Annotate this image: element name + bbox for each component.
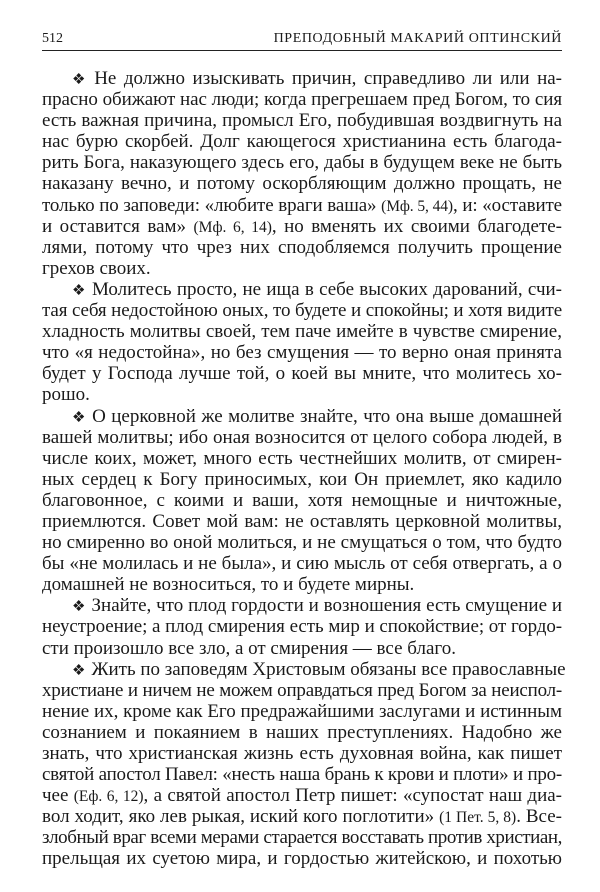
ornament-bullet-icon: ❖ xyxy=(72,72,89,88)
text-segment: , и: «оставите xyxy=(452,194,562,216)
text-segment: святой апостол Павел: «несть наша брань к крови и плоти» и про- xyxy=(42,764,562,786)
scripture-citation: (1 Пет. 5, 8) xyxy=(439,809,517,827)
text-segment: христиане и ничем не можем оправдаться пред Богом за неиспол- xyxy=(42,679,562,701)
text-line xyxy=(42,785,562,806)
text-segment: чее xyxy=(42,785,74,807)
text-segment: будет у Господа лучше той, о коей вы мните, что молитесь хо- xyxy=(42,363,562,385)
text-segment: , а святой апостол Петр пишет: «супостат наш диа- xyxy=(143,785,562,807)
text-line xyxy=(42,574,562,595)
running-header xyxy=(42,28,562,51)
text-line xyxy=(42,469,562,490)
text-line xyxy=(42,722,562,743)
text-line xyxy=(42,490,562,511)
text-line xyxy=(42,806,562,827)
text-line xyxy=(42,195,562,216)
text-segment: только по заповеди: «любите враги ваша» xyxy=(42,194,382,216)
text-line xyxy=(42,152,562,173)
paragraph xyxy=(42,406,562,596)
paragraph xyxy=(42,279,562,406)
text-segment: , но вменять их своими благодете- xyxy=(271,215,562,237)
text-line xyxy=(42,595,562,616)
text-line xyxy=(42,279,562,300)
text-segment: злобный враг всеми мерами старается восставать против христиан, xyxy=(42,827,562,849)
text-line xyxy=(42,321,562,342)
text-line xyxy=(42,743,562,764)
text-line xyxy=(42,427,562,448)
text-segment: вол ходит, яко лев рыкая, иский кого поглотити» xyxy=(42,806,440,828)
text-segment: знать, что христианская жизнь есть духовная война, как пишет xyxy=(42,743,562,764)
text-segment: благовонное, с коими и ваши, хотя немощные и ничтожные, xyxy=(42,489,562,511)
text-segment: что «я недостойна», но без смущения — то верно оная принята xyxy=(42,342,562,364)
text-line xyxy=(42,237,562,258)
text-segment: сознанием и покаянием в наших преступлениях. Надобно же xyxy=(42,721,562,743)
text-segment: бы «не молилась и не была», и сию мысль от себя отвергать, а о xyxy=(42,553,562,575)
paragraph xyxy=(42,658,566,870)
text-line xyxy=(42,173,562,194)
text-line xyxy=(42,553,562,574)
text-segment: ных сердец к Богу приносимых, кои Он приемлет, яко кадило xyxy=(42,468,562,490)
ornament-bullet-icon: ❖ xyxy=(72,662,86,679)
text-segment: числе коих, может, много есть честнейших молитв, от смирен- xyxy=(42,447,562,469)
paragraph xyxy=(42,68,562,279)
text-segment: . Все- xyxy=(516,806,562,828)
text-segment: домашней не возноситься, то и будете мирны. xyxy=(42,574,415,596)
text-line xyxy=(42,848,562,869)
scripture-citation: (Мф. 6, 14) xyxy=(193,218,272,236)
text-segment: нас бурю скорбей. Долг кающегося христианина есть благода- xyxy=(42,131,562,153)
paragraph xyxy=(42,595,562,658)
text-segment: прасно обижают нас люди; когда прегрешаем пред Богом, то сия xyxy=(42,89,562,111)
text-line xyxy=(42,384,562,405)
text-line xyxy=(42,680,562,701)
text-line xyxy=(42,448,562,469)
text-line xyxy=(42,406,562,427)
text-line xyxy=(42,363,562,384)
text-line xyxy=(42,764,562,785)
text-line xyxy=(42,68,562,89)
text-segment: Жить по заповедям Христовым обязаны все православные xyxy=(91,658,566,680)
text-segment: приемлются. Совет мой вам: не оставлять церковной молитвы, xyxy=(42,510,562,532)
text-segment: рошо. xyxy=(42,384,90,406)
page-number: 512 xyxy=(42,31,63,46)
text-line xyxy=(42,511,562,532)
text-segment: рить Бога, наказующего здесь его, дабы в будущем веке не быть xyxy=(42,152,562,174)
text-line xyxy=(42,616,562,637)
text-segment: вашей молитвы; ибо оная возносится от целого собора людей, в xyxy=(42,426,562,448)
text-segment: Молитесь просто, не ища в себе высоких дарований, счи- xyxy=(91,278,563,300)
ornament-bullet-icon: ❖ xyxy=(72,409,87,426)
text-line xyxy=(42,131,562,152)
text-line xyxy=(42,532,562,553)
text-segment: Знайте, что плод гордости и возношения есть смущение и xyxy=(91,595,562,617)
text-line xyxy=(42,342,562,363)
text-segment: тая себя недостойною оных, то будете и спокойны; и хотя видите xyxy=(42,300,562,322)
text-segment: прельщая их суетою мира, и гордостью житейскою, и похотью xyxy=(42,848,562,870)
text-line xyxy=(42,89,562,110)
scripture-citation: (Еф. 6, 12) xyxy=(73,788,144,806)
text-segment: неустроение; а плод смирения есть мир и спокойствие; от гордо- xyxy=(42,616,562,638)
ornament-bullet-icon: ❖ xyxy=(72,599,86,616)
ornament-bullet-icon: ❖ xyxy=(72,282,86,299)
text-segment: О церковной же молитве знайте, что она выше домашней xyxy=(92,405,562,427)
text-segment: есть важная причина, промысл Его, побудившая воздвигнуть на xyxy=(42,110,562,132)
text-segment: наказану вечно, и потому оскорбляющим должно прощать, не xyxy=(42,173,562,195)
text-line xyxy=(42,827,562,848)
text-line xyxy=(42,658,566,680)
text-segment: но смиренно во оной молиться, и не смущаться о том, что будто xyxy=(42,532,562,554)
text-segment: грехов своих. xyxy=(42,257,151,279)
text-line xyxy=(42,258,562,279)
text-segment: хладность молитвы своей, тем паче имейте в чувстве смирение, xyxy=(42,321,562,343)
page-body xyxy=(42,68,566,870)
text-segment: сти произошло все зло, а от смирения — все благо. xyxy=(42,637,456,659)
running-title: ПРЕПОДОБНЫЙ МАКАРИЙ ОПТИНСКИЙ xyxy=(273,31,562,46)
text-segment: и оставится вам» xyxy=(42,215,194,237)
text-line xyxy=(42,110,562,131)
scripture-citation: (Мф. 5, 44) xyxy=(381,197,453,215)
text-line xyxy=(42,216,562,237)
text-segment: лями, потому что чрез них сподобляемся получить прощение xyxy=(42,236,562,258)
text-line xyxy=(42,638,562,659)
text-line xyxy=(42,701,562,722)
text-line xyxy=(42,300,562,321)
text-segment: Не должно изыскивать причин, справедливо ли или на- xyxy=(94,68,563,89)
text-segment: нение их, кроме как Его предражайшими заслугами и истинным xyxy=(42,700,562,722)
